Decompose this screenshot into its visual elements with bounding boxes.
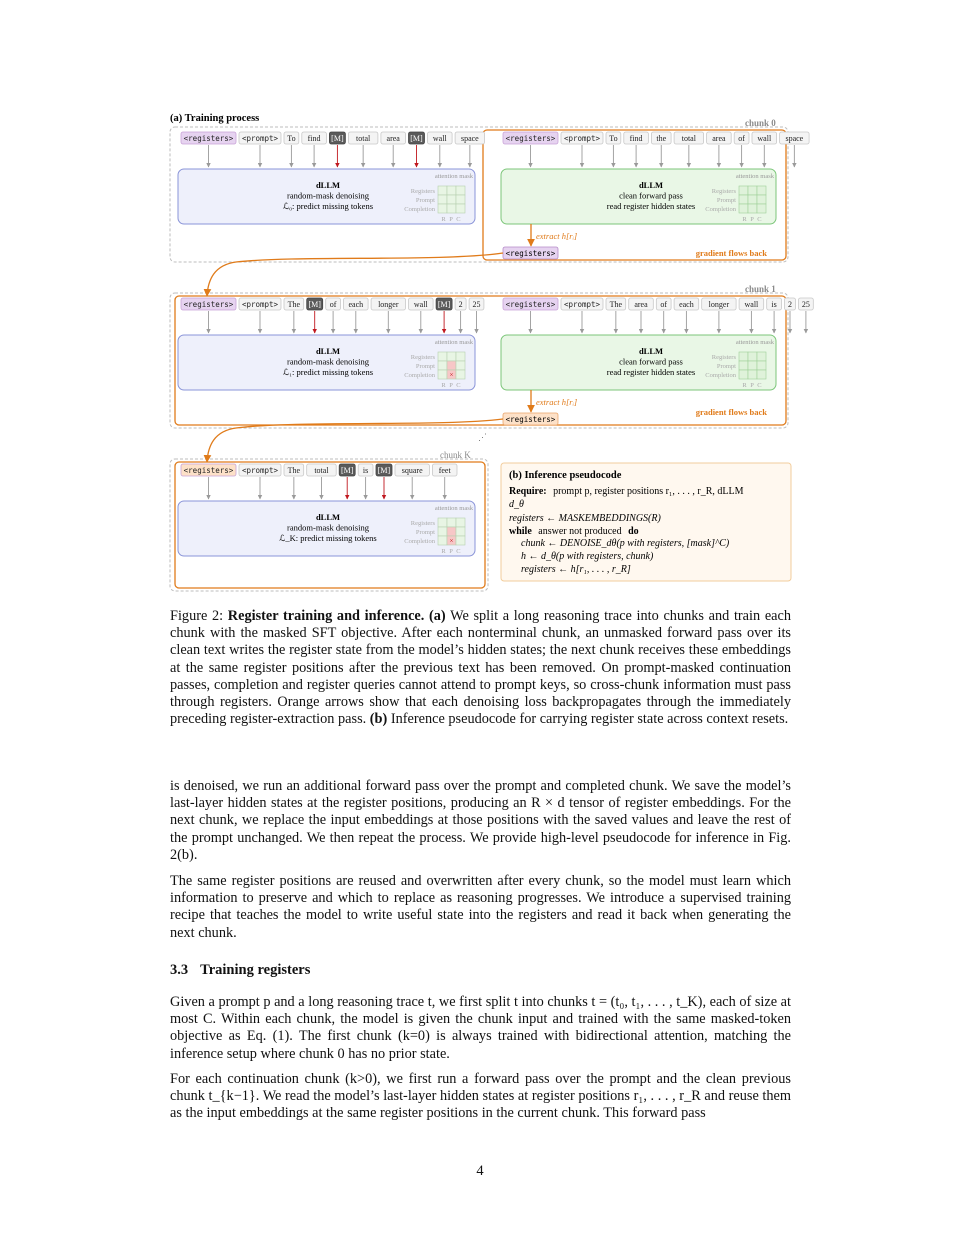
attention-mask-cell <box>739 352 748 361</box>
while-text: answer not produced <box>538 526 622 537</box>
text-token-label: square <box>401 466 423 475</box>
gradient-label: gradient flows back <box>695 407 767 417</box>
attention-mask-blocked-cell <box>447 361 456 370</box>
mask-token-label: [M] <box>410 134 423 143</box>
dllm-line: read register hidden states <box>606 201 696 211</box>
attention-mask-blocked-cell <box>447 527 456 536</box>
register-token-label: <registers> <box>505 134 556 143</box>
dllm-name: dLLM <box>315 512 341 522</box>
attention-mask-row-label: Completion <box>404 372 435 379</box>
attention-mask-cell <box>739 361 748 370</box>
attention-mask-cell <box>456 352 465 361</box>
attention-mask-cell <box>438 527 447 536</box>
text-token-label: of <box>738 134 745 143</box>
attention-mask-row-label: Prompt <box>716 363 736 370</box>
section-title: Training registers <box>200 962 311 978</box>
attention-mask-cell <box>447 195 456 204</box>
attention-mask-cell <box>456 195 465 204</box>
require-text: prompt p, register positions r₁, . . . , r_R, dLLM <box>553 486 744 497</box>
prompt-token-label: <prompt> <box>241 300 279 309</box>
attention-mask-title: attention mask <box>434 505 473 512</box>
dllm-train-box-0 <box>178 169 475 224</box>
attention-mask-cell <box>438 352 447 361</box>
dllm-train-box-k <box>178 501 475 556</box>
chunk-1-label: chunk 1 <box>745 284 776 294</box>
prompt-token-label: <prompt> <box>241 466 279 475</box>
text-token-label: total <box>681 134 696 143</box>
attention-mask-cell <box>748 352 757 361</box>
attention-mask-cell <box>757 204 766 213</box>
attention-mask-cell <box>456 527 465 536</box>
gradient-label: gradient flows back <box>695 248 767 258</box>
attention-mask-cell <box>456 361 465 370</box>
attention-mask-cell <box>739 195 748 204</box>
prompt-token-label: <prompt> <box>563 300 601 309</box>
extract-stage-1 <box>503 390 767 425</box>
attention-mask-cell <box>438 370 447 379</box>
attention-mask-x: × <box>449 371 454 379</box>
text-token-label: of <box>329 300 337 309</box>
attention-mask-row-label: Prompt <box>415 197 435 204</box>
attention-mask-cols: R P C <box>742 382 763 389</box>
prompt-token-label: <prompt> <box>241 134 279 143</box>
text-token-label: longer <box>378 300 399 309</box>
attention-mask-cell <box>739 370 748 379</box>
attention-mask-cell <box>456 518 465 527</box>
attention-mask-cell <box>757 361 766 370</box>
text-token-label: wall <box>432 134 447 143</box>
pseudocode-line-h: h ← d_θ(p with registers, chunk) <box>521 551 654 562</box>
attention-mask-cols: R P C <box>441 382 462 389</box>
pseudocode-title: (b) Inference pseudocode <box>509 470 622 481</box>
attention-mask-cell <box>748 204 757 213</box>
text-token-label: find <box>307 134 321 143</box>
attention-mask-cell <box>757 352 766 361</box>
carry-arrow-0-to-1 <box>207 253 503 296</box>
token-row-extract-0 <box>503 132 809 167</box>
dllm-line: ℒ₁: predict missing tokens <box>282 367 374 377</box>
text-token-label: wall <box>744 300 759 309</box>
dllm-train-box-1 <box>178 335 475 390</box>
pseudocode-panel <box>501 463 791 581</box>
page-number: 4 <box>476 1163 484 1179</box>
section-heading <box>170 962 310 979</box>
attention-mask-title: attention mask <box>735 173 774 180</box>
attention-mask-cell <box>438 195 447 204</box>
attention-mask-cell <box>456 186 465 195</box>
prompt-token-label: <prompt> <box>563 134 601 143</box>
dllm-name: dLLM <box>638 346 664 356</box>
text-token-label: of <box>660 300 668 309</box>
dllm-line: random-mask denoising <box>287 522 369 533</box>
register-token-label: <registers> <box>183 300 234 309</box>
extract-label: extract h[rᵢ] <box>536 231 578 241</box>
dllm-line: clean forward pass <box>619 190 683 201</box>
register-token-label: <registers> <box>183 134 234 143</box>
chunk-k-label: chunk K <box>440 450 471 460</box>
token-row-train-k <box>181 464 457 499</box>
text-token-label: space <box>785 134 804 143</box>
attention-mask-row-label: Registers <box>410 188 435 195</box>
do-keyword: do <box>628 526 639 537</box>
attention-mask-cell <box>456 370 465 379</box>
text-token-label: each <box>348 300 364 309</box>
attention-mask-title: attention mask <box>735 339 774 346</box>
mask-token-label: [M] <box>437 300 451 309</box>
text-token-label: 25 <box>472 300 481 309</box>
dllm-line: read register hidden states <box>606 367 696 377</box>
text-token-label: the <box>656 134 667 143</box>
attention-mask-cell <box>757 186 766 195</box>
token-row-extract-1 <box>503 298 813 333</box>
text-token-label: The <box>287 466 301 475</box>
continuation-dots: ⋰ <box>478 432 487 442</box>
dllm-line: clean forward pass <box>619 356 683 367</box>
pseudocode-line-1: registers ← MASKEMBEDDINGS(R) <box>509 513 661 524</box>
attention-mask-cell <box>748 370 757 379</box>
svg-text:Require: prompt p, regis <box>509 486 744 497</box>
text-token-label: feet <box>438 466 451 475</box>
attention-mask-cell <box>456 536 465 545</box>
attention-mask-cell <box>447 204 456 213</box>
dllm-name: dLLM <box>315 346 341 356</box>
attention-mask-title: attention mask <box>434 339 473 346</box>
text-token-label: area <box>712 134 726 143</box>
text-token-label: The <box>609 300 623 309</box>
paragraph-2: The same register positions are reused and overwritten after every chunk, so the model must learn which information to preserve and which to replace as reasoning progresses. We introduce a supervised training recipe that teaches the model to write useful state into the registers and read it back when generating the next chunk. <box>170 873 791 941</box>
register-output-label: <registers> <box>505 249 556 258</box>
attention-mask-cell <box>748 195 757 204</box>
attention-mask-cell <box>456 204 465 213</box>
dllm-name: dLLM <box>638 180 664 190</box>
attention-mask-row-label: Prompt <box>716 197 736 204</box>
text-token-label: find <box>629 134 643 143</box>
text-token-label: To <box>287 134 296 143</box>
caption-label: Figure 2: <box>170 608 224 624</box>
mask-token-label: [M] <box>331 134 344 143</box>
attention-mask-cell <box>438 536 447 545</box>
require-keyword: Require: <box>509 486 547 497</box>
text-token-label: area <box>386 134 400 143</box>
figure-caption <box>170 608 791 728</box>
pseudocode-line-registers: registers ← h[r₁, . . . , r_R] <box>521 564 631 575</box>
attention-mask-cell <box>739 186 748 195</box>
text-token-label: 2 <box>788 300 792 309</box>
mask-token-label: [M] <box>340 466 354 475</box>
text-token-label: wall <box>413 300 428 309</box>
svg-text:while answer not produce <box>509 526 639 537</box>
attention-mask-row-label: Completion <box>404 206 435 213</box>
text-token-label: 2 <box>458 300 463 309</box>
text-token-label: each <box>679 300 694 309</box>
attention-mask-row-label: Registers <box>711 354 736 361</box>
attention-mask-row-label: Completion <box>404 538 435 545</box>
text-token-label: The <box>287 300 301 309</box>
attention-mask-cols: R P C <box>441 548 462 555</box>
attention-mask-cols: R P C <box>441 216 462 223</box>
attention-mask-cell <box>438 361 447 370</box>
text-token-label: space <box>460 134 479 143</box>
require-text-2: d_θ <box>509 499 524 510</box>
extract-label: extract h[rᵢ] <box>536 397 578 407</box>
attention-mask-cols: R P C <box>742 216 763 223</box>
caption-a-marker: (a) <box>429 608 446 624</box>
attention-mask-x: × <box>449 537 454 545</box>
token-row-train-1 <box>181 298 484 333</box>
register-token-label: <registers> <box>183 466 234 475</box>
text-token-label: 25 <box>801 300 810 309</box>
text-token-label: wall <box>757 134 772 143</box>
paragraph-4: For each continuation chunk (k>0), we first run a forward pass over the prompt and the clean previous chunk t_{k−1}. We read the model’s last-layer hidden states at register positions r₁, . . . , r_R and reuse them as the input embeddings at the same register positions in the current chunk. This forward pass <box>170 1071 791 1122</box>
text-token-label: total <box>314 466 329 475</box>
dllm-extract-box-1 <box>501 335 776 390</box>
extract-stage-0 <box>503 224 767 259</box>
attention-mask-cell <box>447 518 456 527</box>
attention-mask-cell <box>447 186 456 195</box>
attention-mask-row-label: Prompt <box>415 529 435 536</box>
text-token-label: longer <box>708 300 730 309</box>
text-token-label: total <box>356 134 371 143</box>
attention-mask-cell <box>438 204 447 213</box>
dllm-extract-box-0 <box>501 169 776 224</box>
text-token-label: is <box>771 300 777 309</box>
attention-mask-cell <box>748 186 757 195</box>
dllm-name: dLLM <box>315 180 341 190</box>
while-keyword: while <box>509 526 532 537</box>
paragraph-1: is denoised, we run an additional forward pass over the prompt and completed chunk. We save the model’s last-layer hidden states at the register positions, producing an R × d tensor of register embeddings. For the next chunk, we replace the input embeddings at those positions with the saved values and leave the rest of the prompt unchanged. We then repeat the process. We provide high-level pseudocode for inference in Fig. 2(b). <box>170 778 791 863</box>
caption-text-b: Inference pseudocode for carrying register state across context resets. <box>390 711 789 728</box>
attention-mask-cell <box>438 518 447 527</box>
attention-mask-cell <box>438 186 447 195</box>
register-output-label: <registers> <box>505 415 556 424</box>
text-token-label: To <box>609 134 618 143</box>
attention-mask-row-label: Completion <box>705 206 736 213</box>
chunk-0-label: chunk 0 <box>745 118 776 128</box>
paragraph-3: Given a prompt p and a long reasoning trace t, we first split t into chunks t = (t₀, t₁, . . . , t_K), each of size at most C. Within each chunk, the model is given the chunk input and trained with the same masked-token objective as Eq. (1). The first chunk (k=0) is always trained with bidirectional attention, matching the inference setup where chunk 0 has no prior state. <box>170 994 791 1062</box>
token-row-train-0 <box>181 132 485 167</box>
mask-token-label: [M] <box>308 300 321 309</box>
attention-mask-row-label: Prompt <box>415 363 435 370</box>
section-number: 3.3 <box>170 962 189 978</box>
attention-mask-cell <box>748 361 757 370</box>
caption-b-marker: (b) <box>369 711 388 728</box>
attention-mask-row-label: Registers <box>410 520 435 527</box>
panel-a-title: (a) Training process <box>170 113 260 124</box>
figure-2 <box>0 0 960 600</box>
dllm-line: random-mask denoising <box>287 190 369 201</box>
attention-mask-cell <box>739 204 748 213</box>
mask-token-label: [M] <box>377 466 391 475</box>
attention-mask-row-label: Completion <box>705 372 736 379</box>
caption-text-a: We split a long reasoning trace into chunks and train each chunk with the masked SFT objective. After each nonterminal chunk, an unmasked forward pass over its clean text writes the register state from the model’s hidden states; the next chunk receives these embeddings at the same register positions after the previous text has been removed. On prompt-masked continuation passes, completion and register queries cannot attend to prompt keys, so cross-chunk information must pass through registers. Orange arrows show that each denoising loss backpropagates through the immediately preceding register-extraction pass. <box>170 608 791 728</box>
register-token-label: <registers> <box>505 300 556 309</box>
text-token-label: area <box>634 300 648 309</box>
caption-title: Register training and inference. <box>227 608 425 624</box>
attention-mask-row-label: Registers <box>711 188 736 195</box>
dllm-line: random-mask denoising <box>287 356 369 367</box>
attention-mask-cell <box>447 352 456 361</box>
dllm-line: ℒ_K: predict missing tokens <box>279 533 377 543</box>
dllm-line: ℒ₀: predict missing tokens <box>282 201 374 211</box>
attention-mask-cell <box>757 370 766 379</box>
text-token-label: is <box>362 466 369 475</box>
attention-mask-cell <box>757 195 766 204</box>
attention-mask-row-label: Registers <box>410 354 435 361</box>
pseudocode-line-chunk: chunk ← DENOISE_dθ(p with registers, [mask]^C) <box>521 538 730 549</box>
attention-mask-title: attention mask <box>434 173 473 180</box>
